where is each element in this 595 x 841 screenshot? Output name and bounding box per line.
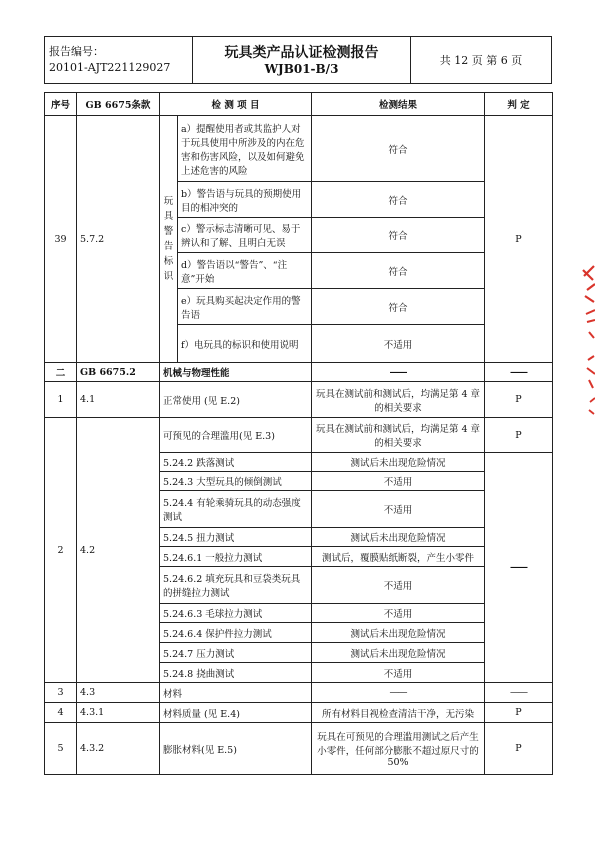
row-clause: 4.3.1 <box>77 703 160 723</box>
row-verdict: —— <box>485 683 553 703</box>
col-header-verdict: 判 定 <box>485 93 553 116</box>
row-item: 正常使用 (见 E.2) <box>160 382 312 418</box>
row-seq: 1 <box>45 382 77 418</box>
row-item: 5.24.6.1 一般拉力测试 <box>160 547 312 567</box>
row-verdict: P <box>485 723 553 775</box>
row-result: 测试后未出现危险情况 <box>312 643 485 663</box>
red-seal-stamp-fragment <box>581 262 595 422</box>
row-seq: 39 <box>45 116 77 363</box>
col-header-clause: GB 6675条款 <box>77 93 160 116</box>
row-verdict: P <box>485 703 553 723</box>
table-row <box>45 683 553 703</box>
row-clause: 5.7.2 <box>77 116 160 363</box>
row-item: 膨胀材料(见 E.5) <box>160 723 312 775</box>
row-result: 玩具在可预见的合理滥用测试之后产生小零件，任何部分膨胀不超过原尺寸的 50% <box>312 723 485 775</box>
table-header-row <box>45 93 553 116</box>
row-seq: 4 <box>45 703 77 723</box>
row-item: 5.24.8 挠曲测试 <box>160 663 312 683</box>
section-clause: GB 6675.2 <box>77 363 160 382</box>
report-code: WJB01-B/3 <box>264 61 339 76</box>
table-row <box>45 116 553 182</box>
row-result: 不适用 <box>312 472 485 491</box>
row-result: 测试后未出现危险情况 <box>312 528 485 547</box>
section-title: 机械与物理性能 <box>160 363 312 382</box>
row-result: 不适用 <box>312 663 485 683</box>
report-number: 20101-AJT221129027 <box>49 61 171 74</box>
row-item: f）电玩具的标识和使用说明 <box>178 325 312 363</box>
row-seq: 3 <box>45 683 77 703</box>
row-result: 符合 <box>312 253 485 289</box>
row-item: b）警告语与玩具的预期使用目的相冲突的 <box>178 182 312 218</box>
row-item: 5.24.5 扭力测试 <box>160 528 312 547</box>
warning-group-label <box>160 116 178 363</box>
page-info-cell <box>411 37 551 83</box>
col-header-seq: 序号 <box>45 93 77 116</box>
section-seq: 二 <box>45 363 77 382</box>
report-title-cell <box>193 37 411 83</box>
row-item: a）提醒使用者或其监护人对于玩具使用中所涉及的内在危害和伤害风险，以及如何避免上述危害的风险 <box>178 116 312 182</box>
row-item: 5.24.4 有轮乘骑玩具的动态强度测试 <box>160 491 312 528</box>
row-clause: 4.1 <box>77 382 160 418</box>
table-row <box>45 382 553 418</box>
col-header-result: 检测结果 <box>312 93 485 116</box>
row-item: d）警告语以“警告”、“注意”开始 <box>178 253 312 289</box>
row-clause: 4.3.2 <box>77 723 160 775</box>
test-results-table <box>44 92 553 775</box>
row-seq: 5 <box>45 723 77 775</box>
row-result: 符合 <box>312 289 485 325</box>
row-result: 符合 <box>312 182 485 218</box>
table-row <box>45 418 553 453</box>
row-clause: 4.2 <box>77 418 160 683</box>
row-item: e）玩具购买起决定作用的警告语 <box>178 289 312 325</box>
row-verdict: P <box>485 382 553 418</box>
row-result: 不适用 <box>312 325 485 363</box>
row-result: 符合 <box>312 218 485 253</box>
page-info: 共 12 页 第 6 页 <box>439 54 523 67</box>
row-result: 所有材料目视检查清洁干净，无污染 <box>312 703 485 723</box>
row-item: 5.24.6.2 填充玩具和豆袋类玩具的拼缝拉力测试 <box>160 567 312 604</box>
row-verdict: —— <box>485 453 553 683</box>
table-row <box>45 703 553 723</box>
section-row <box>45 363 553 382</box>
section-result: —— <box>312 363 485 382</box>
row-verdict: P <box>485 418 553 453</box>
report-number-cell <box>45 37 193 83</box>
row-item: 5.24.7 压力测试 <box>160 643 312 663</box>
row-clause: 4.3 <box>77 683 160 703</box>
row-result: 玩具在测试前和测试后，均满足第 4 章的相关要求 <box>312 418 485 453</box>
row-item: 材料质量 (见 E.4) <box>160 703 312 723</box>
row-seq: 2 <box>45 418 77 683</box>
row-item: 材料 <box>160 683 312 703</box>
row-verdict: P <box>485 116 553 363</box>
table-row <box>45 723 553 775</box>
row-result: 符合 <box>312 116 485 182</box>
row-result: 不适用 <box>312 604 485 623</box>
row-result: 测试后未出现危险情况 <box>312 623 485 643</box>
row-result: 测试后未出现危险情况 <box>312 453 485 472</box>
row-item: 5.24.3 大型玩具的倾倒测试 <box>160 472 312 491</box>
row-item: 5.24.6.4 保护件拉力测试 <box>160 623 312 643</box>
report-number-label: 报告编号： <box>49 45 104 58</box>
row-item: 5.24.6.3 毛球拉力测试 <box>160 604 312 623</box>
warning-group-text: 玩 具 警 告 标 识 <box>163 196 174 282</box>
row-result: —— <box>312 683 485 703</box>
row-result: 测试后，覆膜贴纸断裂，产生小零件 <box>312 547 485 567</box>
row-result: 玩具在测试前和测试后，均满足第 4 章的相关要求 <box>312 382 485 418</box>
report-header <box>44 36 552 84</box>
row-item: 可预见的合理滥用(见 E.3) <box>160 418 312 453</box>
row-result: 不适用 <box>312 567 485 604</box>
row-item: 5.24.2 跌落测试 <box>160 453 312 472</box>
section-verdict: —— <box>485 363 553 382</box>
row-result: 不适用 <box>312 491 485 528</box>
row-item: c）警示标志清晰可见、易于辨认和了解、且明白无误 <box>178 218 312 253</box>
col-header-item: 检 测 项 目 <box>160 93 312 116</box>
report-title: 玩具类产品认证检测报告 <box>224 44 379 61</box>
